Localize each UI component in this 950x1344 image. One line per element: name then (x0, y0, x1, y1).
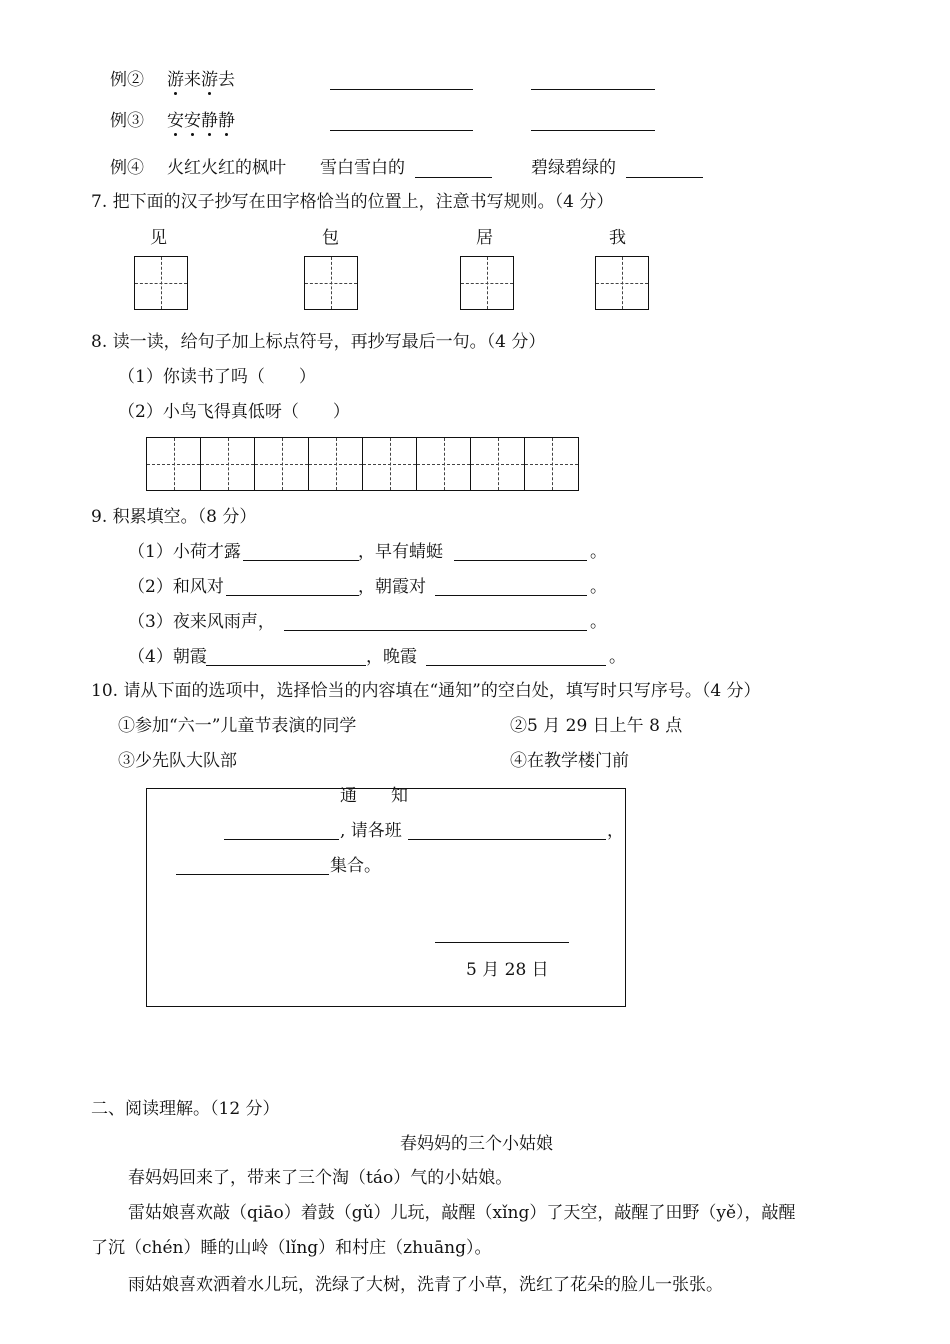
example-3-blank-2[interactable] (531, 130, 655, 131)
notice-blank-3[interactable] (176, 874, 329, 875)
q10-title: 10. 请从下面的选项中，选择恰当的内容填在“通知”的空白处，填写时只写序号。（4 分） (91, 681, 761, 701)
example-4-blank-1[interactable] (415, 177, 492, 178)
q7-char-1: 见 (150, 228, 167, 248)
copy-cell[interactable] (147, 438, 201, 490)
q9-blank-2[interactable] (454, 560, 587, 561)
q8-line-2: （2）小鸟飞得真低呀（ ） (118, 402, 350, 422)
notice-text-mid: , 请各班 (340, 821, 402, 841)
notice-date: 5 月 28 日 (466, 960, 549, 980)
q9-blank-5[interactable] (284, 630, 587, 631)
q9-line-2b: ，朝霞对 (358, 577, 426, 597)
example-2-blank-1[interactable] (330, 89, 473, 90)
q7-char-4: 我 (609, 228, 626, 248)
example-4-part3: 碧绿碧绿的 (531, 158, 616, 178)
example-3-label: 例③ (110, 111, 144, 131)
q9-line-3a: （3）夜来风雨声， (128, 612, 275, 632)
copy-cell[interactable] (363, 438, 417, 490)
q9-line-4b: ，晚霞 (366, 647, 417, 667)
q9-title: 9. 积累填空。（8 分） (91, 507, 257, 527)
q9-line-4c: 。 (609, 647, 626, 667)
example-char: 游 (167, 70, 184, 90)
notice-blank-2[interactable] (408, 839, 606, 840)
copy-cell[interactable] (525, 438, 578, 490)
q9-line-2a: （2）和风对 (128, 577, 224, 597)
notice-blank-signature[interactable] (435, 942, 569, 943)
q9-line-3c: 。 (590, 612, 607, 632)
example-char: 游 (201, 70, 218, 90)
q7-char-2: 包 (322, 228, 339, 248)
q9-line-1b: ，早有蜻蜓 (358, 542, 443, 562)
q9-blank-7[interactable] (426, 665, 606, 666)
notice-gather: 集合。 (330, 856, 381, 876)
tianzige-box-4[interactable] (595, 256, 649, 310)
q10-option-2: ②5 月 29 日上午 8 点 (510, 716, 683, 736)
q8-title: 8. 读一读，给句子加上标点符号，再抄写最后一句。（4 分） (91, 332, 546, 352)
q9-blank-4[interactable] (435, 595, 587, 596)
example-4-blank-2[interactable] (626, 177, 703, 178)
q9-line-1c: 。 (590, 542, 607, 562)
q8-line-1: （1）你读书了吗（ ） (118, 367, 316, 387)
example-char: 静 (201, 111, 218, 131)
section-2-title: 二、阅读理解。（12 分） (91, 1099, 280, 1119)
q9-blank-6[interactable] (206, 665, 366, 666)
example-char: 来 (184, 70, 201, 90)
q9-line-2c: 。 (590, 577, 607, 597)
example-4-text: 火红火红的枫叶 (167, 158, 286, 178)
example-3-blank-1[interactable] (330, 130, 473, 131)
example-char: 去 (218, 70, 235, 90)
notice-title: 通 知 (340, 786, 408, 806)
q7-title: 7. 把下面的汉子抄写在田字格恰当的位置上，注意书写规则。（4 分） (91, 192, 614, 212)
q9-line-1a: （1）小荷才露 (128, 542, 241, 562)
example-3-text (167, 111, 235, 131)
tianzige-box-2[interactable] (304, 256, 358, 310)
q9-blank-3[interactable] (226, 595, 359, 596)
example-2-label: 例② (110, 70, 144, 90)
q9-blank-1[interactable] (243, 560, 359, 561)
example-4-part2: 雪白雪白的 (320, 158, 405, 178)
story-title: 春妈妈的三个小姑娘 (400, 1134, 553, 1154)
q10-option-1: ①参加“六一”儿童节表演的同学 (118, 716, 357, 736)
example-char: 静 (218, 111, 235, 131)
story-paragraph-2-line-2: 了沉（chén）睡的山岭（lǐng）和村庄（zhuāng）。 (91, 1238, 492, 1258)
example-char: 安 (184, 111, 201, 131)
example-2-blank-2[interactable] (531, 89, 655, 90)
example-2-text (167, 70, 235, 90)
copy-cell[interactable] (309, 438, 363, 490)
notice-text-end: ， (607, 821, 624, 841)
example-4-label: 例④ (110, 158, 144, 178)
q9-line-4a: （4）朝霞 (128, 647, 207, 667)
example-char: 安 (167, 111, 184, 131)
copy-cell[interactable] (417, 438, 471, 490)
copy-cell[interactable] (201, 438, 255, 490)
story-paragraph-3: 雨姑娘喜欢洒着水儿玩，洗绿了大树，洗青了小草，洗红了花朵的脸儿一张张。 (128, 1275, 723, 1295)
q10-option-4: ④在教学楼门前 (510, 751, 629, 771)
copy-cell[interactable] (471, 438, 525, 490)
q7-char-3: 居 (476, 228, 493, 248)
story-paragraph-2-line-1: 雷姑娘喜欢敲（qiāo）着鼓（gǔ）儿玩，敲醒（xǐng）了天空，敲醒了田野（yě），敲醒 (128, 1203, 796, 1223)
q10-option-3: ③少先队大队部 (118, 751, 237, 771)
copy-grid-row[interactable] (146, 437, 579, 491)
copy-cell[interactable] (255, 438, 309, 490)
tianzige-box-3[interactable] (460, 256, 514, 310)
notice-blank-1[interactable] (224, 839, 339, 840)
tianzige-box-1[interactable] (134, 256, 188, 310)
story-paragraph-1: 春妈妈回来了，带来了三个淘（táo）气的小姑娘。 (128, 1168, 513, 1188)
